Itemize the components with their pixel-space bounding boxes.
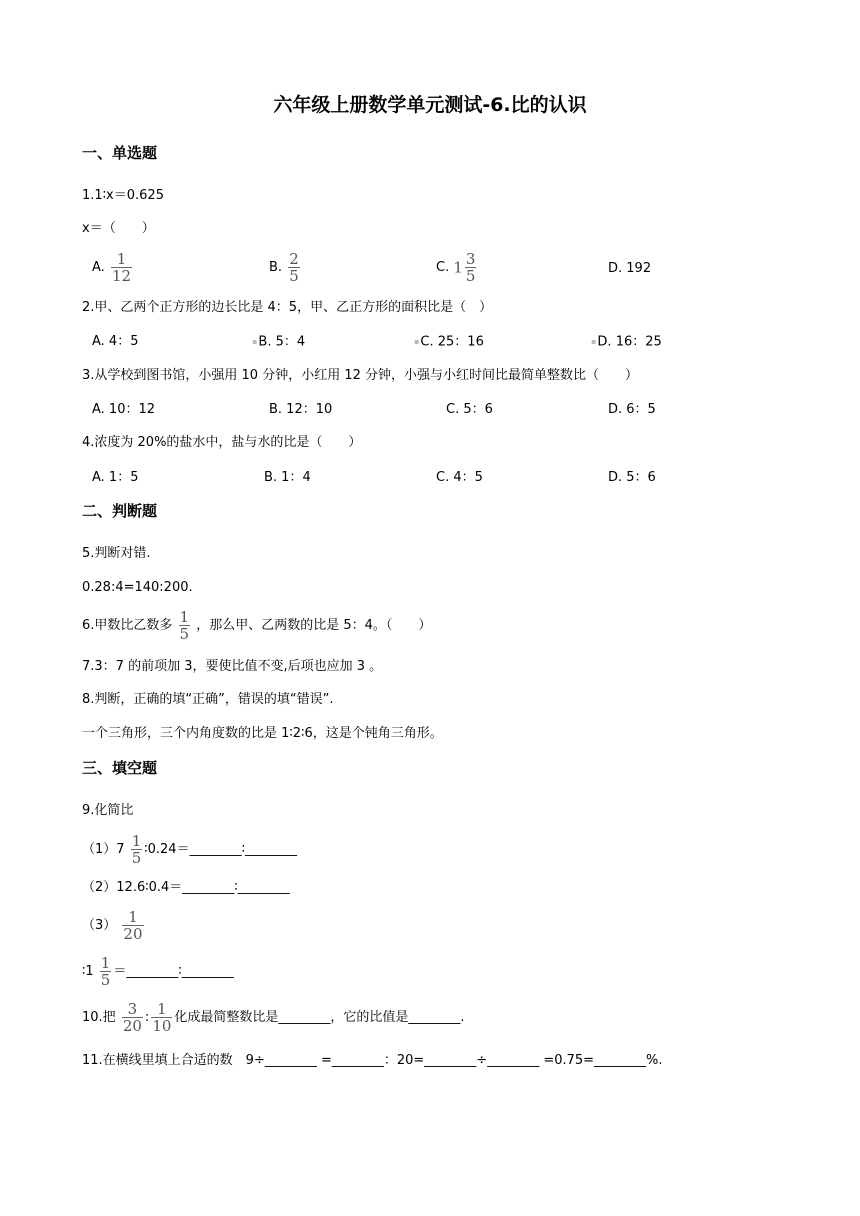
question-9-part-2: （2）12.6∶0.4＝________∶________ <box>82 880 290 895</box>
question-1-line-1: 1.1∶x＝0.625 <box>82 188 164 203</box>
bullet-dot-icon: ▪ <box>252 337 258 346</box>
option-text: B. 5：4 <box>258 334 306 350</box>
question-1-option-b[interactable] <box>269 252 302 283</box>
question-2-option-a[interactable]: A. 4：5 <box>92 334 139 349</box>
option-label: B. <box>269 260 283 275</box>
section-heading-true-false: 二、判断题 <box>82 502 158 520</box>
part-3b-prefix: ∶1 <box>82 964 94 979</box>
question-4-option-a[interactable]: A. 1：5 <box>92 470 139 485</box>
question-10-rest: 化成最简整数比是________，它的比值是________. <box>174 1010 465 1025</box>
denominator: 20 <box>123 925 143 943</box>
part-3b-rest: ＝________∶________ <box>113 964 234 979</box>
question-1-option-c[interactable] <box>436 252 478 283</box>
question-8-line-1: 8.判断，正确的填“正确”，错误的填“错误”. <box>82 692 334 707</box>
denominator: 5 <box>289 267 299 285</box>
page-title: 六年级上册数学单元测试-6.比的认识 <box>273 94 587 116</box>
question-3-text: 3.从学校到图书馆，小强用 10 分钟，小红用 12 分钟，小强与小红时间比最简单整数比（ ） <box>82 368 639 383</box>
section-heading-single-choice: 一、单选题 <box>82 144 158 162</box>
question-3-option-d[interactable]: D. 6：5 <box>608 402 656 417</box>
denominator: 10 <box>152 1017 172 1035</box>
fraction <box>122 1002 143 1033</box>
question-4-option-c[interactable]: C. 4：5 <box>436 470 483 485</box>
question-4-text: 4.浓度为 20%的盐水中，盐与水的比是（ ） <box>82 435 362 450</box>
question-9-part-3-continued <box>82 956 234 987</box>
question-7-text: 7.3：7 的前项加 3，要使比值不变,后项也应加 3 。 <box>82 659 383 674</box>
denominator: 5 <box>179 625 190 643</box>
option-label: C. <box>436 260 450 275</box>
option-text: D. 16：25 <box>597 334 662 350</box>
fraction <box>288 252 300 283</box>
fraction <box>122 910 143 941</box>
question-4-option-d[interactable]: D. 5：6 <box>608 470 656 485</box>
numerator: 3 <box>465 250 476 268</box>
part-1-prefix: （1）7 <box>82 842 125 857</box>
denominator: 12 <box>111 267 132 285</box>
fraction <box>111 252 132 283</box>
denominator: 20 <box>122 1017 142 1035</box>
question-2-option-c[interactable] <box>414 334 484 351</box>
part-1-rest: ∶0.24＝________∶________ <box>144 842 297 857</box>
question-9-part-1 <box>82 834 297 865</box>
question-2-text: 2.甲、乙两个正方形的边长比是 4：5，甲、乙正方形的面积比是（ ） <box>82 300 493 315</box>
question-1-option-d[interactable]: D. 192 <box>608 261 652 276</box>
question-10-text <box>82 1002 465 1033</box>
denominator: 5 <box>465 267 476 285</box>
question-11-text: 11.在横线里填上合适的数 9÷________ =________：20=________÷________ =0.75=________%. <box>82 1053 663 1068</box>
numerator: 3 <box>127 1000 138 1018</box>
question-9-part-3 <box>82 910 146 941</box>
question-4-option-b[interactable]: B. 1：4 <box>264 470 311 485</box>
question-10-prefix: 10.把 <box>82 1010 116 1025</box>
question-6-before: 6.甲数比乙数多 <box>82 618 173 633</box>
numerator: 1 <box>157 1000 167 1018</box>
question-2-option-b[interactable] <box>252 334 305 351</box>
option-label: A. <box>92 260 105 275</box>
denominator: 5 <box>100 971 111 989</box>
numerator: 1 <box>128 908 138 926</box>
question-6-after: ，那么甲、乙两数的比是 5：4。（ ） <box>196 618 432 633</box>
question-3-option-b[interactable]: B. 12：10 <box>269 402 333 417</box>
numerator: 1 <box>131 832 142 850</box>
section-heading-fill-blank: 三、填空题 <box>82 759 158 777</box>
fraction <box>465 252 477 283</box>
fraction <box>151 1002 172 1033</box>
question-1-line-2: x＝（ ） <box>82 221 155 236</box>
mixed-number-whole: 1 <box>453 258 463 277</box>
bullet-dot-icon: ▪ <box>591 337 597 346</box>
fraction <box>179 610 191 641</box>
question-8-line-2: 一个三角形，三个内角度数的比是 1∶2∶6，这是个钝角三角形。 <box>82 726 443 741</box>
fraction <box>100 956 112 987</box>
option-text: C. 25：16 <box>420 334 484 350</box>
question-3-option-a[interactable]: A. 10：12 <box>92 402 156 417</box>
question-1-option-a[interactable] <box>92 252 134 283</box>
ratio-colon: : <box>144 1010 150 1025</box>
question-6-text <box>82 610 431 641</box>
question-9-title: 9.化简比 <box>82 803 134 818</box>
bullet-dot-icon: ▪ <box>414 337 420 346</box>
question-3-option-c[interactable]: C. 5：6 <box>446 402 493 417</box>
denominator: 5 <box>131 849 142 867</box>
numerator: 1 <box>179 608 190 626</box>
numerator: 1 <box>116 250 127 268</box>
question-2-option-d[interactable] <box>591 334 662 351</box>
numerator: 2 <box>289 250 299 268</box>
part-3-prefix: （3） <box>82 918 117 933</box>
question-5-line-2: 0.28:4=140:200. <box>82 580 193 595</box>
fraction <box>131 834 143 865</box>
numerator: 1 <box>100 954 111 972</box>
question-5-line-1: 5.判断对错. <box>82 546 151 561</box>
